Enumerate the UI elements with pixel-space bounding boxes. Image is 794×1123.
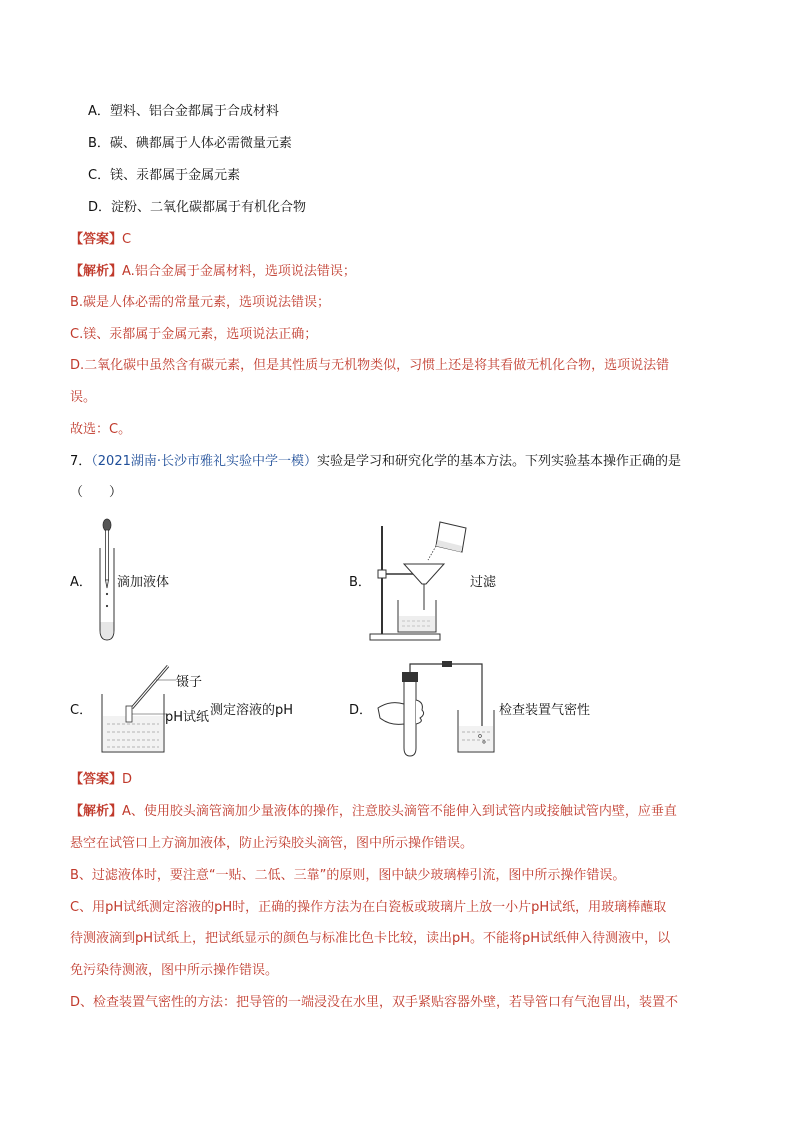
q6-analysis-line: 【解析】A.铝合金属于金属材料，选项说法错误； (70, 264, 356, 279)
q7-analysis-line: 待测液滴到pH试纸上，把试纸显示的颜色与标准比色卡比较，读出pH。不能将pH试纸伸入待测液中，以 (70, 931, 671, 946)
q7-stem-paren: （ ） (70, 485, 123, 500)
q7-analysis-line: 免污染待测液，图中所示操作错误。 (70, 963, 279, 978)
q7-source: （2021湖南·长沙市雅礼实验中学一模） (91, 454, 317, 469)
filtration-apparatus-icon (366, 518, 476, 643)
ph-test-beaker-icon (98, 664, 178, 756)
q6-analysis-line: B.碳是人体必需的常量元素，选项说法错误； (70, 295, 331, 310)
q7-stem: 7．（2021湖南·长沙市雅礼实验中学一模）实验是学习和研究化学的基本方法。下列实验基本操作正确的是 (70, 454, 682, 469)
q6-analysis-line: D.二氧化碳中虽然含有碳元素，但是其性质与无机物类似，习惯上还是将其看做无机化合物，选项说法错 (70, 358, 670, 373)
q7-analysis-line: B、过滤液体时，要注意“一贴、二低、三靠”的原则，图中缺少玻璃棒引流，图中所示操作错误。 (70, 868, 626, 883)
q6-analysis-line: 故选：C。 (70, 422, 132, 437)
q7-analysis-line: 悬空在试管口上方滴加液体，防止污染胶头滴管，图中所示操作错误。 (70, 836, 474, 851)
q6-analysis-line: C.镁、汞都属于金属元素，选项说法正确； (70, 327, 318, 342)
q7-answer: 【答案】D (70, 772, 133, 787)
q6-analysis-line: 误。 (70, 390, 97, 405)
q7-option-d-letter: D． (349, 703, 373, 718)
q6-answer: 【答案】C (70, 232, 132, 247)
q7-analysis-line: D、检查装置气密性的方法：把导管的一端浸没在水里，双手紧贴容器外壁，若导管口有气泡冒出，装置不 (70, 995, 679, 1010)
q7-option-b-caption: 过滤 (470, 575, 497, 590)
q7-analysis-line: 【解析】A、使用胶头滴管滴加少量液体的操作，注意胶头滴管不能伸入到试管内或接触试管内壁，应垂直 (70, 804, 677, 819)
q7-option-a-letter: A． (70, 575, 92, 590)
dropper-test-tube-icon (92, 518, 122, 643)
q6-option-d: D．淀粉、二氧化碳都属于有机化合物 (88, 200, 307, 215)
q7-option-c-letter: C． (70, 703, 93, 718)
q7-option-d-caption: 检查装置气密性 (499, 703, 591, 718)
airtightness-check-apparatus-icon (370, 660, 500, 760)
q7-option-c-tweezers-label: 镊子 (176, 675, 203, 690)
q7-option-c-paper-label: pH试纸 (165, 710, 210, 725)
q7-option-c-caption: 测定溶液的pH (210, 703, 294, 718)
q6-option-c: C．镁、汞都属于金属元素 (88, 168, 241, 183)
q6-option-b: B．碳、碘都属于人体必需微量元素 (88, 136, 292, 151)
q7-option-b-letter: B． (349, 575, 371, 590)
q7-option-a-caption: 滴加液体 (117, 575, 170, 590)
q7-analysis-line: C、用pH试纸测定溶液的pH时，正确的操作方法为在白瓷板或玻璃片上放一小片pH试纸，用玻璃棒蘸取 (70, 900, 667, 915)
q6-option-a: A．塑料、铝合金都属于合成材料 (88, 104, 279, 119)
